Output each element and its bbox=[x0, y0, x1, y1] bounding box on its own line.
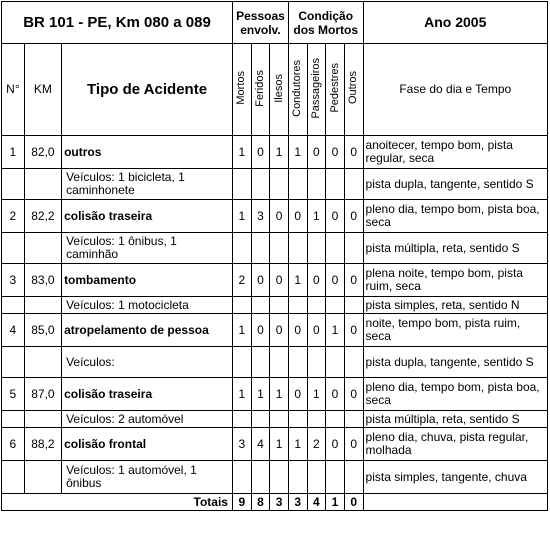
cell-empty bbox=[307, 297, 326, 314]
total-pedestres: 1 bbox=[326, 494, 345, 511]
cell-tipo: colisão traseira bbox=[62, 378, 233, 411]
cell-empty bbox=[232, 233, 251, 264]
cell-empty bbox=[326, 461, 345, 494]
table-row bbox=[2, 136, 548, 169]
col-mortos-label: Mortos bbox=[235, 71, 248, 105]
cell-passageiros: 0 bbox=[307, 136, 326, 169]
cell-empty bbox=[270, 347, 289, 378]
year-header: Ano 2005 bbox=[363, 2, 547, 44]
cell-empty bbox=[344, 169, 363, 200]
totals-label: Totais bbox=[2, 494, 233, 511]
cell-empty bbox=[232, 297, 251, 314]
cell-empty bbox=[24, 297, 61, 314]
cell-empty bbox=[326, 411, 345, 428]
vehicle-row bbox=[2, 233, 548, 264]
col-passageiros-header bbox=[307, 44, 326, 136]
col-condutores-label: Condutores bbox=[291, 59, 304, 117]
cell-empty bbox=[307, 347, 326, 378]
cell-outros: 0 bbox=[344, 378, 363, 411]
accident-table bbox=[1, 1, 548, 511]
cell-empty bbox=[270, 461, 289, 494]
cell-outros: 0 bbox=[344, 314, 363, 347]
col-pedestres-label: Pedestres bbox=[328, 63, 341, 113]
cell-pedestres: 0 bbox=[326, 428, 345, 461]
cell-empty bbox=[344, 297, 363, 314]
cell-empty bbox=[2, 411, 25, 428]
pessoas-group-header: Pessoas envolv. bbox=[232, 2, 288, 44]
col-ilesos-label: Ilesos bbox=[272, 73, 285, 103]
cell-fase: noite, tempo bom, pista ruim, seca bbox=[363, 314, 547, 347]
cell-feridos: 4 bbox=[251, 428, 270, 461]
cell-empty bbox=[307, 233, 326, 264]
table-row bbox=[2, 378, 548, 411]
col-fase-header: Fase do dia e Tempo bbox=[363, 44, 547, 136]
condicao-group-header: Condição dos Mortos bbox=[288, 2, 363, 44]
cell-condutores: 0 bbox=[288, 314, 307, 347]
cell-empty bbox=[251, 411, 270, 428]
cell-empty bbox=[24, 411, 61, 428]
cell-veiculos: Veículos: 1 bicicleta, 1 caminhonete bbox=[62, 169, 233, 200]
cell-empty bbox=[2, 233, 25, 264]
cell-n: 4 bbox=[2, 314, 25, 347]
col-passageiros-label: Passageiros bbox=[309, 57, 322, 119]
cell-empty bbox=[24, 233, 61, 264]
cell-km: 88,2 bbox=[24, 428, 61, 461]
cell-ilesos: 0 bbox=[270, 264, 289, 297]
cell-feridos: 0 bbox=[251, 314, 270, 347]
total-outros: 0 bbox=[344, 494, 363, 511]
total-condutores: 3 bbox=[288, 494, 307, 511]
cell-pista: pista dupla, tangente, sentido S bbox=[363, 347, 547, 378]
cell-empty bbox=[232, 461, 251, 494]
cell-pedestres: 0 bbox=[326, 378, 345, 411]
cell-passageiros: 0 bbox=[307, 314, 326, 347]
cell-empty bbox=[344, 347, 363, 378]
cell-tipo: outros bbox=[62, 136, 233, 169]
cell-veiculos: Veículos: bbox=[62, 347, 233, 378]
cell-feridos: 1 bbox=[251, 378, 270, 411]
cell-km: 82,0 bbox=[24, 136, 61, 169]
cell-fase: plena noite, tempo bom, pista ruim, seca bbox=[363, 264, 547, 297]
cell-fase: pleno dia, tempo bom, pista boa, seca bbox=[363, 200, 547, 233]
vehicle-row bbox=[2, 297, 548, 314]
cell-empty bbox=[2, 347, 25, 378]
table-body bbox=[2, 2, 548, 511]
cell-empty bbox=[307, 169, 326, 200]
col-feridos-label: Feridos bbox=[253, 69, 266, 107]
cell-empty bbox=[326, 169, 345, 200]
cell-empty bbox=[270, 169, 289, 200]
cell-fase: pleno dia, tempo bom, pista boa, seca bbox=[363, 378, 547, 411]
cell-empty bbox=[288, 297, 307, 314]
cell-mortos: 1 bbox=[232, 136, 251, 169]
cell-km: 82,2 bbox=[24, 200, 61, 233]
cell-mortos: 1 bbox=[232, 314, 251, 347]
cell-condutores: 0 bbox=[288, 200, 307, 233]
cell-outros: 0 bbox=[344, 200, 363, 233]
cell-veiculos: Veículos: 1 automóvel, 1 ônibus bbox=[62, 461, 233, 494]
cell-empty bbox=[326, 347, 345, 378]
cell-pista: pista dupla, tangente, sentido S bbox=[363, 169, 547, 200]
col-ilesos-header bbox=[270, 44, 289, 136]
cell-passageiros: 1 bbox=[307, 378, 326, 411]
cell-condutores: 1 bbox=[288, 428, 307, 461]
cell-empty bbox=[270, 233, 289, 264]
cell-condutores: 0 bbox=[288, 378, 307, 411]
cell-passageiros: 2 bbox=[307, 428, 326, 461]
cell-empty bbox=[2, 169, 25, 200]
cell-tipo: colisão frontal bbox=[62, 428, 233, 461]
cell-empty bbox=[344, 233, 363, 264]
cell-mortos: 1 bbox=[232, 200, 251, 233]
total-mortos: 9 bbox=[232, 494, 251, 511]
cell-pista: pista simples, reta, sentido N bbox=[363, 297, 547, 314]
cell-mortos: 2 bbox=[232, 264, 251, 297]
cell-km: 87,0 bbox=[24, 378, 61, 411]
table-row bbox=[2, 200, 548, 233]
cell-condutores: 1 bbox=[288, 264, 307, 297]
col-km-header: KM bbox=[24, 44, 61, 136]
cell-empty bbox=[344, 461, 363, 494]
cell-pista: pista simples, tangente, chuva bbox=[363, 461, 547, 494]
cell-pista: pista múltipla, reta, sentido S bbox=[363, 233, 547, 264]
cell-empty bbox=[288, 169, 307, 200]
cell-ilesos: 0 bbox=[270, 200, 289, 233]
cell-empty bbox=[232, 347, 251, 378]
cell-fase: pleno dia, chuva, pista regular, molhada bbox=[363, 428, 547, 461]
cell-empty bbox=[326, 233, 345, 264]
cell-km: 85,0 bbox=[24, 314, 61, 347]
cell-n: 3 bbox=[2, 264, 25, 297]
col-mortos-header bbox=[232, 44, 251, 136]
vehicle-row bbox=[2, 411, 548, 428]
cell-tipo: colisão traseira bbox=[62, 200, 233, 233]
table-title: BR 101 - PE, Km 080 a 089 bbox=[2, 2, 233, 44]
cell-condutores: 1 bbox=[288, 136, 307, 169]
cell-outros: 0 bbox=[344, 428, 363, 461]
cell-empty bbox=[288, 411, 307, 428]
cell-pedestres: 0 bbox=[326, 200, 345, 233]
cell-empty bbox=[270, 411, 289, 428]
total-feridos: 8 bbox=[251, 494, 270, 511]
cell-empty bbox=[288, 461, 307, 494]
cell-empty bbox=[363, 494, 547, 511]
col-outros-label: Outros bbox=[347, 71, 360, 105]
cell-feridos: 0 bbox=[251, 264, 270, 297]
cell-pista: pista múltipla, reta, sentido S bbox=[363, 411, 547, 428]
cell-mortos: 3 bbox=[232, 428, 251, 461]
cell-pedestres: 0 bbox=[326, 264, 345, 297]
col-condutores-header bbox=[288, 44, 307, 136]
cell-empty bbox=[326, 297, 345, 314]
vehicle-row bbox=[2, 169, 548, 200]
cell-pedestres: 0 bbox=[326, 136, 345, 169]
cell-empty bbox=[232, 411, 251, 428]
cell-empty bbox=[307, 411, 326, 428]
cell-tipo: atropelamento de pessoa bbox=[62, 314, 233, 347]
cell-passageiros: 1 bbox=[307, 200, 326, 233]
cell-pedestres: 1 bbox=[326, 314, 345, 347]
cell-empty bbox=[251, 169, 270, 200]
table-row bbox=[2, 428, 548, 461]
cell-empty bbox=[232, 169, 251, 200]
cell-tipo: tombamento bbox=[62, 264, 233, 297]
cell-empty bbox=[344, 411, 363, 428]
cell-mortos: 1 bbox=[232, 378, 251, 411]
cell-ilesos: 1 bbox=[270, 378, 289, 411]
cell-ilesos: 0 bbox=[270, 314, 289, 347]
col-outros-header bbox=[344, 44, 363, 136]
cell-ilesos: 1 bbox=[270, 136, 289, 169]
vehicle-row bbox=[2, 347, 548, 378]
cell-empty bbox=[288, 233, 307, 264]
cell-km: 83,0 bbox=[24, 264, 61, 297]
cell-feridos: 0 bbox=[251, 136, 270, 169]
column-header-row bbox=[2, 44, 548, 136]
totals-row bbox=[2, 494, 548, 511]
cell-passageiros: 0 bbox=[307, 264, 326, 297]
table-row bbox=[2, 314, 548, 347]
table-row bbox=[2, 264, 548, 297]
cell-empty bbox=[2, 297, 25, 314]
cell-veiculos: Veículos: 1 ônibus, 1 caminhão bbox=[62, 233, 233, 264]
cell-empty bbox=[2, 461, 25, 494]
cell-veiculos: Veículos: 2 automóvel bbox=[62, 411, 233, 428]
cell-ilesos: 1 bbox=[270, 428, 289, 461]
cell-empty bbox=[251, 233, 270, 264]
cell-n: 1 bbox=[2, 136, 25, 169]
total-ilesos: 3 bbox=[270, 494, 289, 511]
cell-fase: anoitecer, tempo bom, pista regular, seca bbox=[363, 136, 547, 169]
cell-outros: 0 bbox=[344, 264, 363, 297]
cell-empty bbox=[24, 169, 61, 200]
cell-veiculos: Veículos: 1 motocicleta bbox=[62, 297, 233, 314]
cell-outros: 0 bbox=[344, 136, 363, 169]
cell-feridos: 3 bbox=[251, 200, 270, 233]
cell-n: 5 bbox=[2, 378, 25, 411]
total-passageiros: 4 bbox=[307, 494, 326, 511]
cell-empty bbox=[307, 461, 326, 494]
col-tipo-header: Tipo de Acidente bbox=[62, 44, 233, 136]
cell-empty bbox=[270, 297, 289, 314]
cell-empty bbox=[288, 347, 307, 378]
cell-empty bbox=[251, 461, 270, 494]
cell-empty bbox=[251, 347, 270, 378]
vehicle-row bbox=[2, 461, 548, 494]
col-feridos-header bbox=[251, 44, 270, 136]
cell-empty bbox=[251, 297, 270, 314]
cell-empty bbox=[24, 347, 61, 378]
cell-empty bbox=[24, 461, 61, 494]
col-pedestres-header bbox=[326, 44, 345, 136]
cell-n: 2 bbox=[2, 200, 25, 233]
col-n-header: N° bbox=[2, 44, 25, 136]
cell-n: 6 bbox=[2, 428, 25, 461]
header-row bbox=[2, 2, 548, 44]
